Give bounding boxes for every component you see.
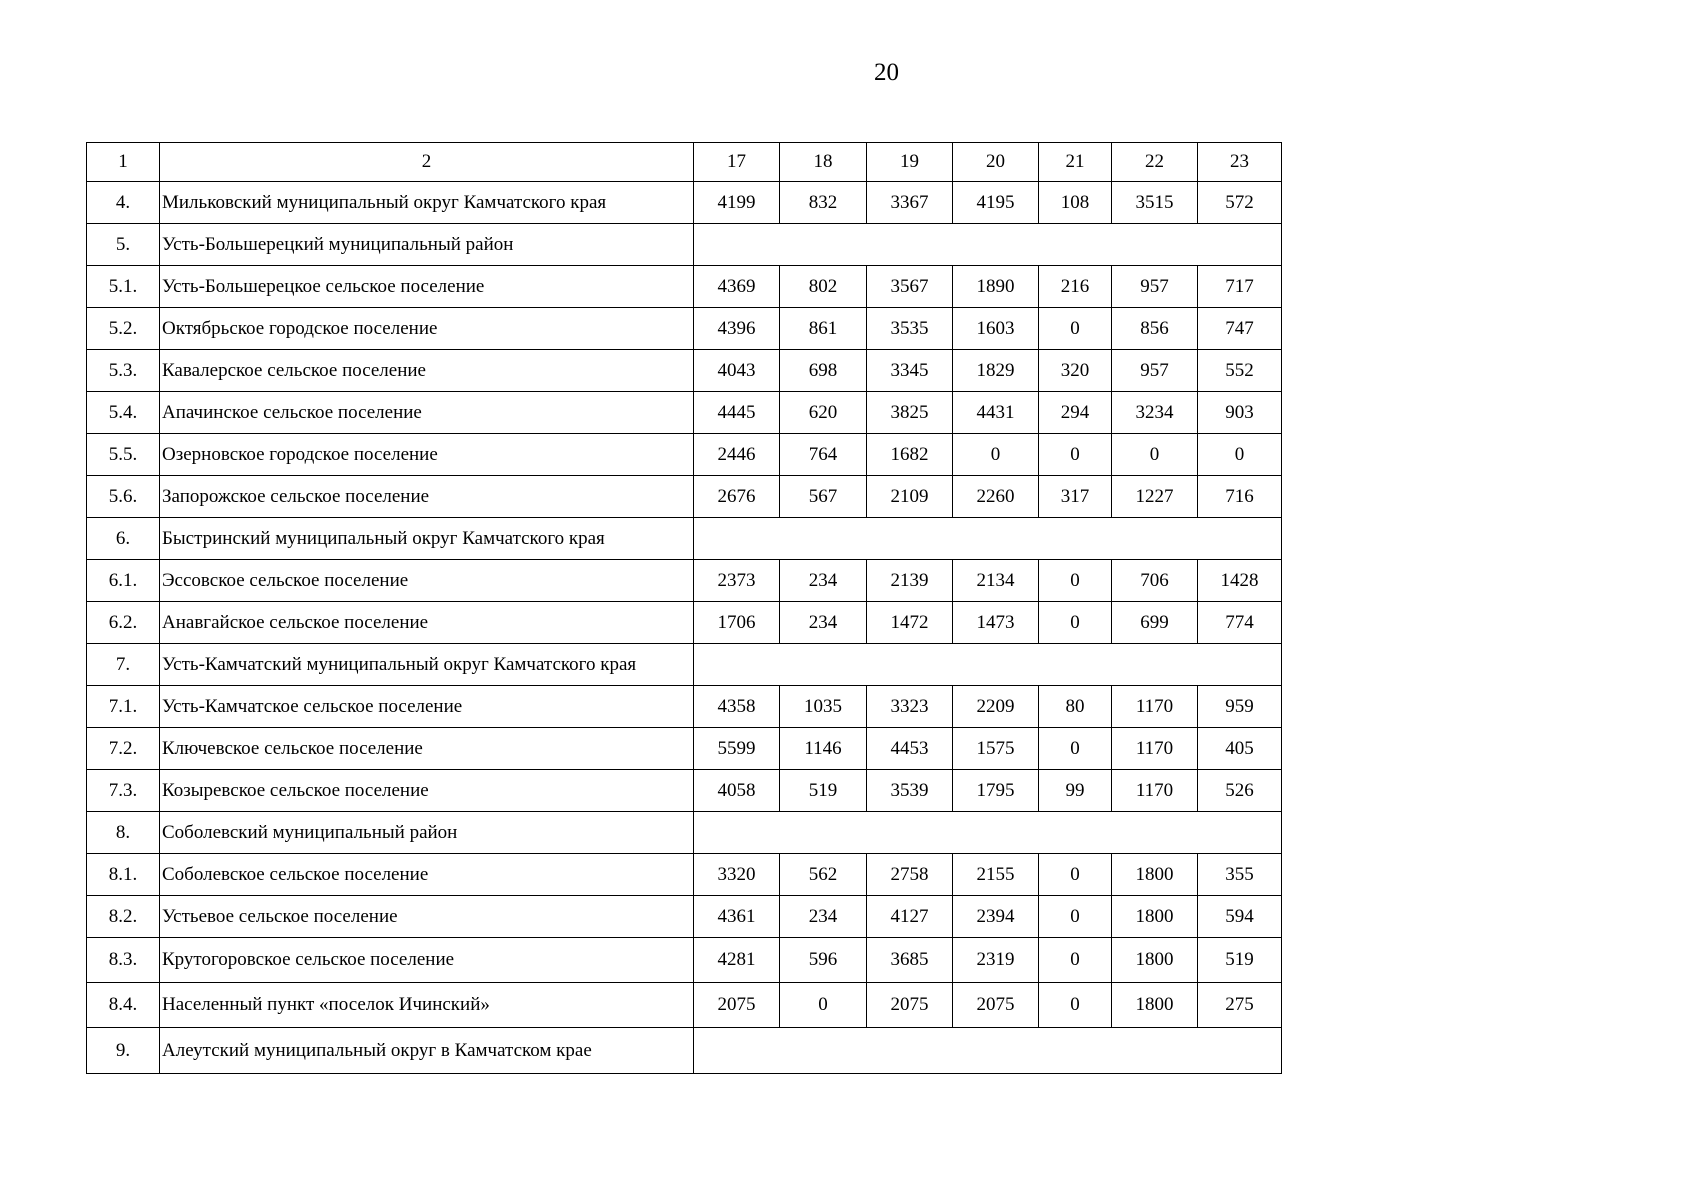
row-name: Быстринский муниципальный округ Камчатского края xyxy=(160,518,694,560)
value-cell: 1035 xyxy=(780,686,867,728)
column-header: 1 xyxy=(87,143,160,182)
value-cell: 2209 xyxy=(953,686,1039,728)
row-number: 5.3. xyxy=(87,350,160,392)
section-row xyxy=(87,812,1282,854)
section-row xyxy=(87,224,1282,266)
row-number: 5.6. xyxy=(87,476,160,518)
row-name: Апачинское сельское поселение xyxy=(160,392,694,434)
value-cell: 552 xyxy=(1198,350,1282,392)
row-number: 7. xyxy=(87,644,160,686)
row-name: Кавалерское сельское поселение xyxy=(160,350,694,392)
value-cell: 2075 xyxy=(953,983,1039,1028)
value-cell: 1795 xyxy=(953,770,1039,812)
value-cell: 1170 xyxy=(1112,686,1198,728)
value-cell: 3685 xyxy=(867,938,953,983)
header-row xyxy=(87,143,1282,182)
value-cell: 717 xyxy=(1198,266,1282,308)
row-name: Соболевское сельское поселение xyxy=(160,854,694,896)
value-cell: 4281 xyxy=(694,938,780,983)
value-cell: 4043 xyxy=(694,350,780,392)
column-header: 23 xyxy=(1198,143,1282,182)
value-cell: 706 xyxy=(1112,560,1198,602)
empty-merged-cell xyxy=(694,518,1282,560)
row-name: Козыревское сельское поселение xyxy=(160,770,694,812)
value-cell: 234 xyxy=(780,602,867,644)
table-row xyxy=(87,728,1282,770)
column-header: 19 xyxy=(867,143,953,182)
row-number: 5.5. xyxy=(87,434,160,476)
column-header: 2 xyxy=(160,143,694,182)
empty-merged-cell xyxy=(694,812,1282,854)
value-cell: 4361 xyxy=(694,896,780,938)
value-cell: 234 xyxy=(780,560,867,602)
value-cell: 2155 xyxy=(953,854,1039,896)
section-row xyxy=(87,1028,1282,1074)
value-cell: 2260 xyxy=(953,476,1039,518)
row-number: 7.3. xyxy=(87,770,160,812)
value-cell: 1800 xyxy=(1112,938,1198,983)
column-header: 17 xyxy=(694,143,780,182)
value-cell: 747 xyxy=(1198,308,1282,350)
row-number: 6.2. xyxy=(87,602,160,644)
value-cell: 0 xyxy=(1039,602,1112,644)
value-cell: 1800 xyxy=(1112,983,1198,1028)
value-cell: 3535 xyxy=(867,308,953,350)
empty-merged-cell xyxy=(694,224,1282,266)
value-cell: 0 xyxy=(1112,434,1198,476)
value-cell: 4358 xyxy=(694,686,780,728)
row-number: 6. xyxy=(87,518,160,560)
value-cell: 0 xyxy=(1039,896,1112,938)
value-cell: 216 xyxy=(1039,266,1112,308)
table-row xyxy=(87,938,1282,983)
value-cell: 294 xyxy=(1039,392,1112,434)
row-name: Усть-Камчатский муниципальный округ Камчатского края xyxy=(160,644,694,686)
row-name: Устьевое сельское поселение xyxy=(160,896,694,938)
value-cell: 2676 xyxy=(694,476,780,518)
value-cell: 567 xyxy=(780,476,867,518)
value-cell: 3515 xyxy=(1112,182,1198,224)
value-cell: 1146 xyxy=(780,728,867,770)
value-cell: 959 xyxy=(1198,686,1282,728)
value-cell: 2075 xyxy=(867,983,953,1028)
value-cell: 0 xyxy=(1039,938,1112,983)
value-cell: 957 xyxy=(1112,266,1198,308)
value-cell: 716 xyxy=(1198,476,1282,518)
value-cell: 802 xyxy=(780,266,867,308)
value-cell: 108 xyxy=(1039,182,1112,224)
value-cell: 4445 xyxy=(694,392,780,434)
value-cell: 1473 xyxy=(953,602,1039,644)
value-cell: 698 xyxy=(780,350,867,392)
row-number: 5.4. xyxy=(87,392,160,434)
row-name: Запорожское сельское поселение xyxy=(160,476,694,518)
value-cell: 1428 xyxy=(1198,560,1282,602)
table-row xyxy=(87,770,1282,812)
value-cell: 4058 xyxy=(694,770,780,812)
value-cell: 4127 xyxy=(867,896,953,938)
row-number: 6.1. xyxy=(87,560,160,602)
table-row xyxy=(87,266,1282,308)
empty-merged-cell xyxy=(694,1028,1282,1074)
value-cell: 699 xyxy=(1112,602,1198,644)
value-cell: 0 xyxy=(1039,308,1112,350)
table-row xyxy=(87,983,1282,1028)
value-cell: 0 xyxy=(953,434,1039,476)
value-cell: 1603 xyxy=(953,308,1039,350)
value-cell: 0 xyxy=(1039,983,1112,1028)
section-row xyxy=(87,518,1282,560)
table-row xyxy=(87,686,1282,728)
value-cell: 1170 xyxy=(1112,770,1198,812)
table-row xyxy=(87,560,1282,602)
value-cell: 861 xyxy=(780,308,867,350)
value-cell: 3234 xyxy=(1112,392,1198,434)
value-cell: 2446 xyxy=(694,434,780,476)
row-number: 5. xyxy=(87,224,160,266)
value-cell: 0 xyxy=(780,983,867,1028)
value-cell: 1227 xyxy=(1112,476,1198,518)
value-cell: 620 xyxy=(780,392,867,434)
column-header: 20 xyxy=(953,143,1039,182)
value-cell: 832 xyxy=(780,182,867,224)
value-cell: 4369 xyxy=(694,266,780,308)
value-cell: 3323 xyxy=(867,686,953,728)
value-cell: 957 xyxy=(1112,350,1198,392)
row-number: 5.2. xyxy=(87,308,160,350)
row-name: Соболевский муниципальный район xyxy=(160,812,694,854)
value-cell: 0 xyxy=(1039,854,1112,896)
row-name: Октябрьское городское поселение xyxy=(160,308,694,350)
value-cell: 2319 xyxy=(953,938,1039,983)
row-number: 4. xyxy=(87,182,160,224)
value-cell: 2139 xyxy=(867,560,953,602)
table-row xyxy=(87,392,1282,434)
value-cell: 5599 xyxy=(694,728,780,770)
value-cell: 4431 xyxy=(953,392,1039,434)
value-cell: 774 xyxy=(1198,602,1282,644)
table-row xyxy=(87,854,1282,896)
column-header: 18 xyxy=(780,143,867,182)
value-cell: 1890 xyxy=(953,266,1039,308)
value-cell: 1800 xyxy=(1112,896,1198,938)
value-cell: 80 xyxy=(1039,686,1112,728)
value-cell: 320 xyxy=(1039,350,1112,392)
value-cell: 594 xyxy=(1198,896,1282,938)
value-cell: 2075 xyxy=(694,983,780,1028)
value-cell: 1706 xyxy=(694,602,780,644)
value-cell: 2373 xyxy=(694,560,780,602)
value-cell: 3320 xyxy=(694,854,780,896)
value-cell: 4199 xyxy=(694,182,780,224)
value-cell: 2134 xyxy=(953,560,1039,602)
row-name: Крутогоровское сельское поселение xyxy=(160,938,694,983)
value-cell: 526 xyxy=(1198,770,1282,812)
table-row xyxy=(87,896,1282,938)
row-number: 7.2. xyxy=(87,728,160,770)
row-name: Анавгайское сельское поселение xyxy=(160,602,694,644)
value-cell: 3345 xyxy=(867,350,953,392)
page-number: 20 xyxy=(874,59,899,86)
row-number: 8. xyxy=(87,812,160,854)
value-cell: 1682 xyxy=(867,434,953,476)
value-cell: 4195 xyxy=(953,182,1039,224)
row-name: Мильковский муниципальный округ Камчатского края xyxy=(160,182,694,224)
value-cell: 4396 xyxy=(694,308,780,350)
value-cell: 99 xyxy=(1039,770,1112,812)
row-number: 8.1. xyxy=(87,854,160,896)
value-cell: 0 xyxy=(1198,434,1282,476)
empty-merged-cell xyxy=(694,644,1282,686)
row-name: Озерновское городское поселение xyxy=(160,434,694,476)
row-name: Ключевское сельское поселение xyxy=(160,728,694,770)
value-cell: 2394 xyxy=(953,896,1039,938)
value-cell: 3539 xyxy=(867,770,953,812)
row-number: 7.1. xyxy=(87,686,160,728)
value-cell: 355 xyxy=(1198,854,1282,896)
value-cell: 764 xyxy=(780,434,867,476)
value-cell: 275 xyxy=(1198,983,1282,1028)
value-cell: 1472 xyxy=(867,602,953,644)
value-cell: 0 xyxy=(1039,560,1112,602)
value-cell: 562 xyxy=(780,854,867,896)
value-cell: 3367 xyxy=(867,182,953,224)
table-row xyxy=(87,182,1282,224)
row-name: Усть-Камчатское сельское поселение xyxy=(160,686,694,728)
row-name: Усть-Большерецкий муниципальный район xyxy=(160,224,694,266)
data-table xyxy=(86,142,1282,1074)
row-number: 5.1. xyxy=(87,266,160,308)
value-cell: 234 xyxy=(780,896,867,938)
value-cell: 0 xyxy=(1039,728,1112,770)
table-row xyxy=(87,350,1282,392)
row-number: 8.4. xyxy=(87,983,160,1028)
value-cell: 1575 xyxy=(953,728,1039,770)
value-cell: 572 xyxy=(1198,182,1282,224)
value-cell: 0 xyxy=(1039,434,1112,476)
value-cell: 2109 xyxy=(867,476,953,518)
column-header: 21 xyxy=(1039,143,1112,182)
row-name: Эссовское сельское поселение xyxy=(160,560,694,602)
row-number: 8.3. xyxy=(87,938,160,983)
value-cell: 1829 xyxy=(953,350,1039,392)
table-row xyxy=(87,476,1282,518)
value-cell: 903 xyxy=(1198,392,1282,434)
value-cell: 856 xyxy=(1112,308,1198,350)
value-cell: 519 xyxy=(780,770,867,812)
column-header: 22 xyxy=(1112,143,1198,182)
row-number: 9. xyxy=(87,1028,160,1074)
row-name: Алеутский муниципальный округ в Камчатском крае xyxy=(160,1028,694,1074)
value-cell: 2758 xyxy=(867,854,953,896)
value-cell: 1170 xyxy=(1112,728,1198,770)
value-cell: 3825 xyxy=(867,392,953,434)
section-row xyxy=(87,644,1282,686)
value-cell: 1800 xyxy=(1112,854,1198,896)
table-body xyxy=(87,143,1282,1074)
row-name: Усть-Большерецкое сельское поселение xyxy=(160,266,694,308)
table-row xyxy=(87,434,1282,476)
value-cell: 596 xyxy=(780,938,867,983)
value-cell: 405 xyxy=(1198,728,1282,770)
table-row xyxy=(87,308,1282,350)
row-name: Населенный пункт «поселок Ичинский» xyxy=(160,983,694,1028)
value-cell: 3567 xyxy=(867,266,953,308)
value-cell: 4453 xyxy=(867,728,953,770)
value-cell: 317 xyxy=(1039,476,1112,518)
row-number: 8.2. xyxy=(87,896,160,938)
table-row xyxy=(87,602,1282,644)
value-cell: 519 xyxy=(1198,938,1282,983)
